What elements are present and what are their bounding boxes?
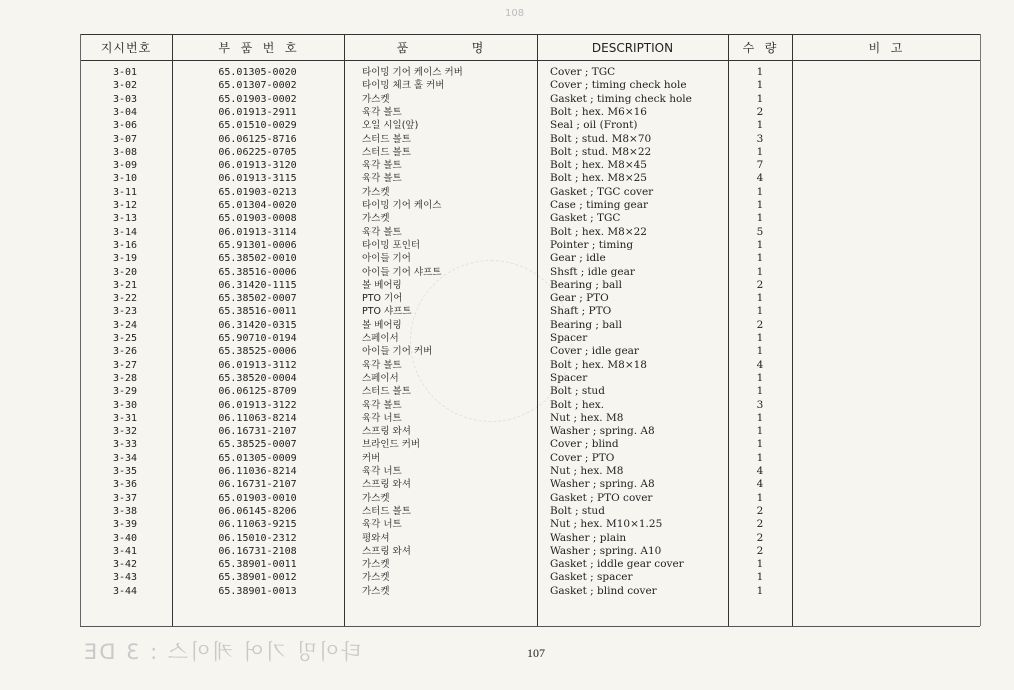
part-name-cell: 오일 시일(앞) <box>362 120 419 132</box>
part-no-cell: 06.06225-0705 <box>218 146 297 158</box>
table-row <box>0 438 1014 451</box>
index-no-cell: 3-16 <box>112 239 138 251</box>
index-no-cell: 3-33 <box>112 439 138 451</box>
qty-cell: 4 <box>756 465 764 477</box>
part-no-cell: 65.38502-0010 <box>218 253 297 265</box>
table-row <box>0 558 1014 571</box>
index-no-cell: 3-09 <box>112 160 138 172</box>
table-row <box>0 252 1014 265</box>
qty-cell: 1 <box>756 79 764 92</box>
header-qty: 수 량 <box>742 41 778 55</box>
index-no-cell: 3-40 <box>112 532 138 544</box>
index-no-cell: 3-13 <box>112 213 138 225</box>
qty-cell: 1 <box>756 345 764 358</box>
qty-cell: 4 <box>756 358 764 371</box>
index-no-cell: 3-30 <box>112 399 138 411</box>
part-name-cell: 스페이서 <box>362 372 399 384</box>
index-no-cell: 3-35 <box>112 466 138 477</box>
index-no-cell: 3-31 <box>112 412 138 424</box>
part-name-cell: 가스켓 <box>362 585 390 597</box>
part-name-cell: 가스켓 <box>362 492 390 504</box>
table-row <box>0 492 1014 505</box>
qty-cell: 1 <box>756 438 764 451</box>
description-cell: Bolt ; stud. M8×70 <box>550 132 652 145</box>
qty-cell: 1 <box>756 66 764 78</box>
part-no-cell: 06.11063-9215 <box>218 519 297 531</box>
part-no-cell: 65.01510-0029 <box>218 120 297 132</box>
part-no-cell: 06.15010-2312 <box>218 532 297 544</box>
qty-cell: 1 <box>756 491 764 504</box>
part-no-cell: 65.01903-0010 <box>218 492 297 504</box>
mirrored-footer-text: 타이밍 기어 케이스 : 3 DE <box>82 640 362 664</box>
part-name-cell: 타이밍 기어 케이스 <box>362 200 442 211</box>
description-cell: Gasket ; blind cover <box>550 584 657 597</box>
table-row <box>0 425 1014 438</box>
table-row <box>0 399 1014 412</box>
qty-cell: 4 <box>756 478 764 491</box>
qty-cell: 1 <box>756 92 764 105</box>
part-name-cell: 육각 볼트 <box>362 106 402 118</box>
part-no-cell: 65.01305-0020 <box>218 67 297 78</box>
qty-cell: 1 <box>756 584 764 597</box>
part-name-cell: 가스켓 <box>362 572 390 584</box>
part-name-cell: 볼 베어링 <box>362 319 402 331</box>
part-name-cell: 스프링 와셔 <box>362 426 411 438</box>
description-cell: Nut ; hex. M8 <box>550 411 624 424</box>
description-cell: Washer ; spring. A8 <box>550 425 655 438</box>
part-no-cell: 65.38525-0006 <box>218 346 297 358</box>
table-row <box>0 345 1014 358</box>
table-row <box>0 279 1014 292</box>
part-no-cell: 65.01307-0002 <box>218 80 297 92</box>
qty-cell: 1 <box>756 371 764 384</box>
index-no-cell: 3-39 <box>112 519 138 531</box>
description-cell: Bolt ; hex. M8×18 <box>550 358 647 371</box>
index-no-cell: 3-04 <box>112 106 138 118</box>
qty-cell: 1 <box>756 332 764 344</box>
part-no-cell: 65.38901-0012 <box>218 572 297 584</box>
index-no-cell: 3-34 <box>112 452 138 464</box>
qty-cell: 1 <box>756 451 764 464</box>
index-no-cell: 3-10 <box>112 173 138 185</box>
table-row <box>0 412 1014 425</box>
part-no-cell: 65.01305-0009 <box>218 452 297 464</box>
description-cell: Gasket ; iddle gear cover <box>550 558 684 571</box>
qty-cell: 3 <box>756 132 764 145</box>
index-no-cell: 3-28 <box>112 372 138 384</box>
index-no-cell: 3-22 <box>112 293 138 305</box>
part-no-cell: 06.06125-8716 <box>218 133 297 145</box>
part-no-cell: 06.11063-8214 <box>218 412 297 424</box>
description-cell: Cover ; TGC <box>550 66 616 78</box>
part-no-cell: 65.38901-0013 <box>218 585 297 597</box>
part-name-cell: 타이밍 체크 홀 커버 <box>362 80 445 92</box>
description-cell: Gasket ; spacer <box>550 571 633 584</box>
part-name-cell: 스터드 볼트 <box>362 386 411 398</box>
part-no-cell: 06.11036-8214 <box>218 466 297 477</box>
qty-cell: 1 <box>756 571 764 584</box>
index-no-cell: 3-02 <box>112 80 138 92</box>
qty-cell: 5 <box>756 225 764 238</box>
part-name-cell: 아이들 기어 <box>362 253 411 265</box>
part-name-cell: 가스켓 <box>362 559 390 571</box>
header-description: DESCRIPTION <box>591 41 674 55</box>
index-no-cell: 3-24 <box>112 319 138 331</box>
description-cell: Cover ; blind <box>550 438 619 451</box>
description-cell: Case ; timing gear <box>550 199 649 211</box>
table-row <box>0 532 1014 545</box>
header-index-no: 지시번호 <box>100 41 152 55</box>
part-name-cell: 스프링 와셔 <box>362 479 411 491</box>
qty-cell: 3 <box>756 398 764 411</box>
qty-cell: 2 <box>756 518 764 531</box>
header-part-no: 부 품 번 호 <box>218 41 298 55</box>
description-cell: Spacer <box>550 371 588 384</box>
part-name-cell: 스페이서 <box>362 333 399 344</box>
index-no-cell: 3-07 <box>112 133 138 145</box>
part-no-cell: 06.16731-2107 <box>218 479 297 491</box>
qty-cell: 1 <box>756 252 764 265</box>
part-name-cell: 볼 베어링 <box>362 279 402 291</box>
index-no-cell: 3-27 <box>112 359 138 371</box>
qty-cell: 1 <box>756 558 764 571</box>
table-row <box>0 571 1014 584</box>
part-name-cell: 스터드 볼트 <box>362 146 411 158</box>
qty-cell: 1 <box>756 305 764 318</box>
qty-cell: 1 <box>756 385 764 398</box>
part-no-cell: 65.90710-0194 <box>218 333 297 344</box>
part-no-cell: 65.38502-0007 <box>218 293 297 305</box>
description-cell: Washer ; plain <box>550 531 627 544</box>
description-cell: Bolt ; stud. M8×22 <box>550 145 652 158</box>
description-cell: Gear ; idle <box>550 252 606 265</box>
index-no-cell: 3-37 <box>112 492 138 504</box>
table-row <box>0 133 1014 146</box>
part-no-cell: 65.38901-0011 <box>218 559 297 571</box>
part-no-cell: 06.06125-8709 <box>218 386 297 398</box>
table-row <box>0 226 1014 239</box>
qty-cell: 2 <box>756 278 764 291</box>
qty-cell: 2 <box>756 531 764 544</box>
index-no-cell: 3-44 <box>112 585 138 597</box>
index-no-cell: 3-12 <box>112 200 138 211</box>
part-name-cell: 가스켓 <box>362 213 390 225</box>
part-name-cell: 아이들 기어 샤프트 <box>362 266 442 278</box>
description-cell: Nut ; hex. M10×1.25 <box>550 518 663 531</box>
description-cell: Bolt ; hex. M6×16 <box>550 105 647 118</box>
table-row <box>0 93 1014 106</box>
description-cell: Washer ; spring. A10 <box>550 544 662 557</box>
description-cell: Nut ; hex. M8 <box>550 465 624 477</box>
qty-cell: 1 <box>756 145 764 158</box>
part-no-cell: 65.91301-0006 <box>218 239 297 251</box>
part-name-cell: 타이밍 포인터 <box>362 239 421 251</box>
description-cell: Bearing ; ball <box>550 318 622 331</box>
index-no-cell: 3-20 <box>112 266 138 278</box>
description-cell: Washer ; spring. A8 <box>550 478 655 491</box>
description-cell: Bolt ; hex. M8×45 <box>550 159 647 172</box>
index-no-cell: 3-23 <box>112 306 138 318</box>
description-cell: Gasket ; PTO cover <box>550 491 653 504</box>
part-name-cell: 육각 볼트 <box>362 359 402 371</box>
part-name-cell: 아이들 기어 커버 <box>362 346 433 358</box>
part-name-cell: 육각 볼트 <box>362 160 402 172</box>
part-name-cell: PTO 기어 <box>362 293 403 305</box>
description-cell: Bearing ; ball <box>550 278 622 291</box>
index-no-cell: 3-38 <box>112 505 138 517</box>
description-cell: Bolt ; stud <box>550 385 605 398</box>
header-remarks: 비 고 <box>868 41 904 55</box>
description-cell: Gasket ; timing check hole <box>550 92 692 105</box>
index-no-cell: 3-08 <box>112 146 138 158</box>
part-name-cell: 스프링 와셔 <box>362 545 411 557</box>
table-row <box>0 146 1014 159</box>
part-no-cell: 65.01903-0008 <box>218 213 297 225</box>
description-cell: Shsft ; idle gear <box>550 265 635 278</box>
page-number: 107 <box>527 646 545 660</box>
part-name-cell: 육각 너트 <box>362 466 402 477</box>
part-name-cell: 커버 <box>362 452 381 464</box>
part-no-cell: 06.01913-3112 <box>218 359 297 371</box>
qty-cell: 1 <box>756 199 764 211</box>
table-row <box>0 585 1014 598</box>
description-cell: Gasket ; TGC cover <box>550 185 654 198</box>
part-name-cell: 스터드 볼트 <box>362 505 411 517</box>
qty-cell: 1 <box>756 119 764 132</box>
table-row <box>0 186 1014 199</box>
table-row <box>0 305 1014 318</box>
table-row <box>0 385 1014 398</box>
part-no-cell: 65.38520-0004 <box>218 372 297 384</box>
table-row <box>0 159 1014 172</box>
part-name-cell: 스터드 볼트 <box>362 133 411 145</box>
table-row <box>0 319 1014 332</box>
part-name-cell: 육각 볼트 <box>362 399 402 411</box>
description-cell: Pointer ; timing <box>550 238 634 251</box>
part-name-cell: 평와셔 <box>362 532 390 544</box>
table-row <box>0 119 1014 132</box>
page-mark: 108 <box>505 8 525 19</box>
qty-cell: 2 <box>756 318 764 331</box>
part-name-cell: 육각 너트 <box>362 412 402 424</box>
qty-cell: 2 <box>756 504 764 517</box>
part-name-cell: 육각 볼트 <box>362 173 402 185</box>
description-cell: Bolt ; stud <box>550 504 605 517</box>
part-name-cell: 가스켓 <box>362 186 390 198</box>
header-part-name: 품 명 <box>396 41 485 55</box>
index-no-cell: 3-32 <box>112 426 138 438</box>
part-name-cell: 가스켓 <box>362 93 390 105</box>
part-no-cell: 06.31420-0315 <box>218 319 297 331</box>
index-no-cell: 3-14 <box>112 226 138 238</box>
description-cell: Cover ; timing check hole <box>550 79 687 92</box>
part-no-cell: 06.16731-2107 <box>218 426 297 438</box>
part-no-cell: 06.16731-2108 <box>218 545 297 557</box>
index-no-cell: 3-03 <box>112 93 138 105</box>
table-row <box>0 79 1014 92</box>
part-no-cell: 65.01304-0020 <box>218 200 297 211</box>
part-no-cell: 65.38516-0011 <box>218 306 297 318</box>
part-name-cell: 타이밍 기어 케이스 커버 <box>362 67 463 78</box>
table-row <box>0 465 1014 478</box>
qty-cell: 2 <box>756 105 764 118</box>
table-row <box>0 372 1014 385</box>
index-no-cell: 3-42 <box>112 559 138 571</box>
part-no-cell: 65.01903-0002 <box>218 93 297 105</box>
part-no-cell: 65.38525-0007 <box>218 439 297 451</box>
qty-cell: 2 <box>756 544 764 557</box>
qty-cell: 1 <box>756 292 764 305</box>
table-row <box>0 239 1014 252</box>
part-no-cell: 06.01913-3114 <box>218 226 297 238</box>
part-no-cell: 65.38516-0006 <box>218 266 297 278</box>
table-row <box>0 332 1014 345</box>
table-row <box>0 212 1014 225</box>
part-no-cell: 06.01913-3120 <box>218 160 297 172</box>
part-no-cell: 06.31420-1115 <box>218 279 297 291</box>
description-cell: Bolt ; hex. <box>550 398 605 411</box>
table-row <box>0 106 1014 119</box>
index-no-cell: 3-36 <box>112 479 138 491</box>
table-row <box>0 292 1014 305</box>
part-name-cell: 육각 너트 <box>362 519 402 531</box>
description-cell: Cover ; idle gear <box>550 345 639 358</box>
table-row <box>0 545 1014 558</box>
description-cell: Gear ; PTO <box>550 292 609 305</box>
index-no-cell: 3-11 <box>112 186 138 198</box>
index-no-cell: 3-25 <box>112 333 138 344</box>
table-row <box>0 66 1014 79</box>
description-cell: Spacer <box>550 332 588 344</box>
part-no-cell: 65.01903-0213 <box>218 186 297 198</box>
qty-cell: 1 <box>756 185 764 198</box>
index-no-cell: 3-01 <box>112 67 138 78</box>
part-no-cell: 06.06145-8206 <box>218 505 297 517</box>
description-cell: Bolt ; hex. M8×22 <box>550 225 647 238</box>
qty-cell: 1 <box>756 238 764 251</box>
index-no-cell: 3-06 <box>112 120 138 132</box>
part-name-cell: 브라인드 커버 <box>362 439 421 451</box>
qty-cell: 1 <box>756 212 764 225</box>
table-row <box>0 359 1014 372</box>
part-name-cell: 육각 볼트 <box>362 226 402 238</box>
table-row <box>0 199 1014 212</box>
part-no-cell: 06.01913-3122 <box>218 399 297 411</box>
index-no-cell: 3-29 <box>112 386 138 398</box>
part-name-cell: PTO 샤프트 <box>362 306 412 318</box>
table-row <box>0 478 1014 491</box>
qty-cell: 1 <box>756 265 764 278</box>
qty-cell: 4 <box>756 172 764 185</box>
index-no-cell: 3-21 <box>112 279 138 291</box>
index-no-cell: 3-41 <box>112 545 138 557</box>
table-row <box>0 518 1014 531</box>
qty-cell: 1 <box>756 411 764 424</box>
table-row <box>0 452 1014 465</box>
part-no-cell: 06.01913-2911 <box>218 106 297 118</box>
description-cell: Shaft ; PTO <box>550 305 612 318</box>
index-no-cell: 3-26 <box>112 346 138 358</box>
table-row <box>0 505 1014 518</box>
index-no-cell: 3-43 <box>112 572 138 584</box>
description-cell: Bolt ; hex. M8×25 <box>550 172 647 185</box>
description-cell: Cover ; PTO <box>550 451 615 464</box>
part-no-cell: 06.01913-3115 <box>218 173 297 185</box>
table-row <box>0 266 1014 279</box>
description-cell: Gasket ; TGC <box>550 212 621 225</box>
qty-cell: 7 <box>756 159 764 172</box>
index-no-cell: 3-19 <box>112 253 138 265</box>
table-row <box>0 172 1014 185</box>
qty-cell: 1 <box>756 425 764 438</box>
description-cell: Seal ; oil (Front) <box>550 119 638 132</box>
